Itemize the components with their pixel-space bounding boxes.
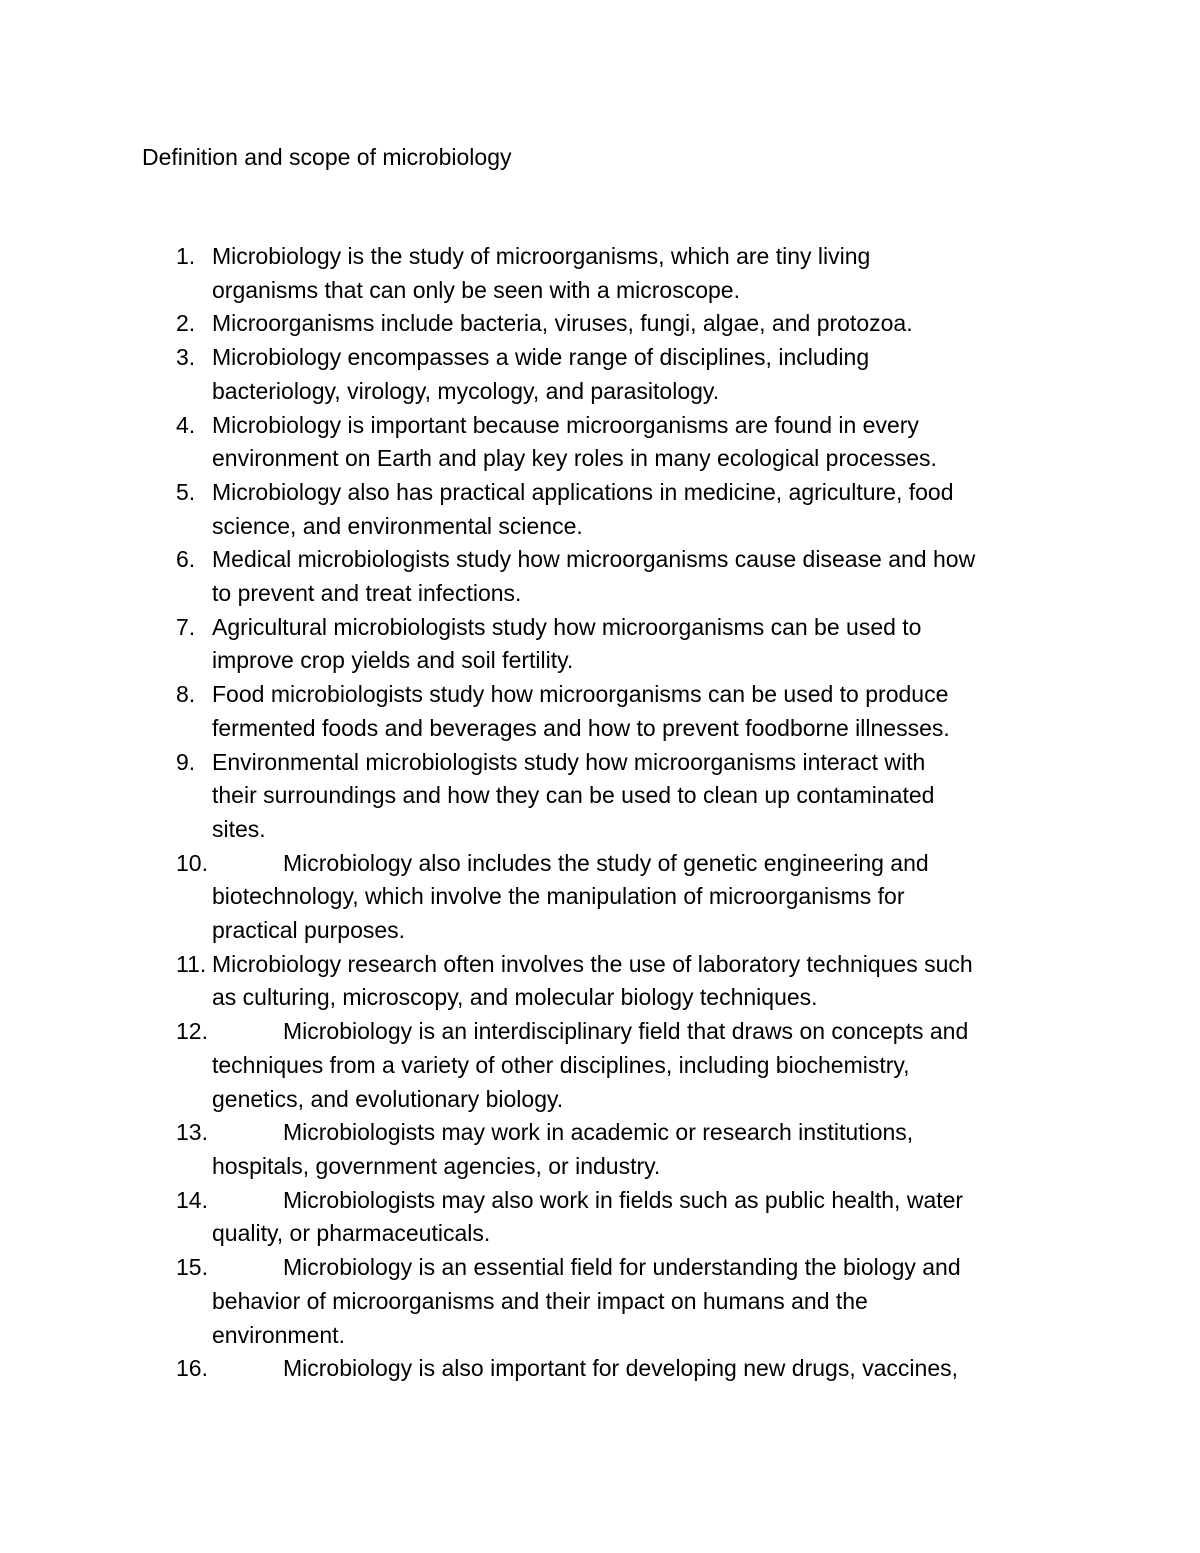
list-item [0,746,1200,847]
list-item-text: bacteriology, virology, mycology, and parasitology. [212,377,720,404]
list-item [0,1184,1200,1251]
list-item-text: Medical microbiologists study how microorganisms cause disease and how [212,546,976,573]
list-item-text: to prevent and treat infections. [212,580,522,607]
list-item-text: environment. [212,1321,345,1348]
list-item-text: behavior of microorganisms and their impact on humans and the [212,1287,868,1314]
list-item-text: biotechnology, which involve the manipulation of microorganisms for [212,883,905,910]
list-item-text: Microbiology is also important for developing new drugs, vaccines, [283,1355,958,1382]
list-item-text: Microbiology encompasses a wide range of disciplines, including [212,344,870,371]
list-item-text: hospitals, government agencies, or industry. [212,1152,661,1179]
list-item-text: Environmental microbiologists study how microorganisms interact with [212,748,926,775]
list-item-text: genetics, and evolutionary biology. [212,1085,564,1112]
list-item-number: 10. [176,849,208,876]
list-item [0,1352,1200,1386]
list-item-number: 12. [176,1018,208,1045]
list-item [0,1015,1200,1116]
numbered-list [0,240,1200,1386]
list-item-number: 6. [176,546,196,573]
list-item-number: 9. [176,748,196,775]
list-item-text: Microorganisms include bacteria, viruses, fungi, algae, and protozoa. [212,310,913,337]
document-title: Definition and scope of microbiology [142,144,512,170]
list-item-text: Microbiology is an interdisciplinary field that draws on concepts and [283,1018,969,1045]
list-item-text: fermented foods and beverages and how to prevent foodborne illnesses. [212,714,950,741]
list-item-text: Microbiology is important because microorganisms are found in every [212,411,919,438]
list-item [0,847,1200,948]
list-item [0,341,1200,408]
list-item-number: 16. [176,1355,208,1382]
list-item-text: Food microbiologists study how microorganisms can be used to produce [212,681,949,708]
list-item-number: 2. [176,310,196,337]
list-item-number: 3. [176,344,196,371]
list-item [0,611,1200,678]
list-item-text: techniques from a variety of other disciplines, including biochemistry, [212,1051,910,1078]
list-item [0,1116,1200,1183]
list-item-number: 8. [176,681,196,708]
list-item [0,476,1200,543]
list-item-text: Microbiologists may also work in fields such as public health, water [283,1186,964,1213]
list-item [0,409,1200,476]
list-item-text: Microbiology is an essential field for understanding the biology and [283,1254,961,1281]
list-item-number: 1. [176,243,196,269]
list-item-number: 13. [176,1119,208,1146]
list-item-text: sites. [212,815,266,842]
list-item-text: organisms that can only be seen with a microscope. [212,276,740,303]
list-item [0,543,1200,610]
list-item-text: quality, or pharmaceuticals. [212,1220,491,1247]
list-item-text: Microbiology also includes the study of genetic engineering and [283,849,929,876]
list-item-text: Microbiology research often involves the use of laboratory techniques such [212,950,973,977]
list-item-number: 15. [176,1254,208,1281]
list-item-number: 4. [176,411,196,438]
list-item-number: 5. [176,478,196,505]
list-item [0,1251,1200,1352]
list-item-text: Agricultural microbiologists study how microorganisms can be used to [212,613,922,640]
list-item-text: as culturing, microscopy, and molecular biology techniques. [212,984,818,1011]
list-item [0,307,1200,341]
list-item-number: 7. [176,613,196,640]
list-item-text: science, and environmental science. [212,512,583,539]
list-item [0,948,1200,1015]
list-item-text: improve crop yields and soil fertility. [212,647,574,674]
list-item-text: Microbiology also has practical applications in medicine, agriculture, food [212,478,954,505]
list-item-text: environment on Earth and play key roles in many ecological processes. [212,445,937,472]
list-item-text: Microbiology is the study of microorganisms, which are tiny living [212,243,871,269]
list-item-number: 14. [176,1186,208,1213]
list-item [0,240,1200,307]
list-item-text: their surroundings and how they can be used to clean up contaminated [212,782,935,809]
list-item-text: Microbiologists may work in academic or research institutions, [283,1119,914,1146]
list-item [0,678,1200,745]
list-item-text: practical purposes. [212,917,406,944]
list-item-number: 11. [176,950,207,977]
